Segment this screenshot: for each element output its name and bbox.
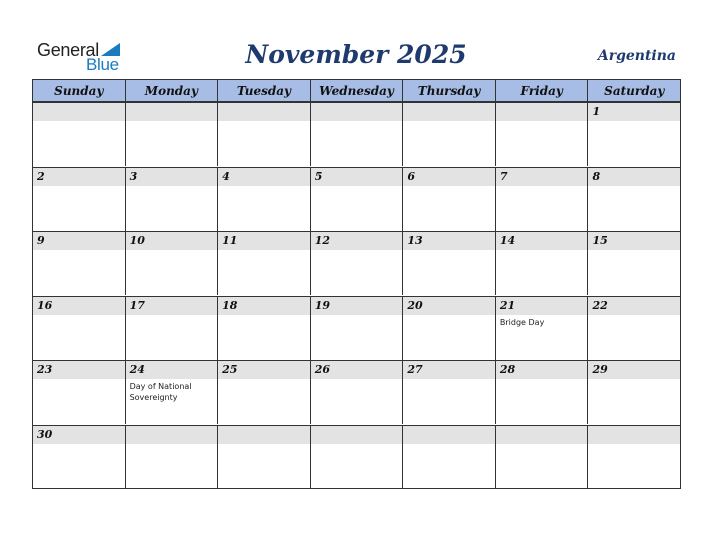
day-number: 8	[592, 170, 601, 183]
day-number: 21	[499, 299, 516, 312]
day-cell	[402, 232, 495, 295]
day-number: 7	[499, 170, 508, 183]
day-cell	[33, 426, 125, 489]
day-number: 15	[592, 234, 608, 247]
day-cell	[33, 361, 125, 424]
day-cell	[495, 297, 588, 360]
date-band	[126, 168, 218, 186]
day-cell	[310, 168, 403, 231]
day-cell	[587, 426, 680, 489]
holiday-label: Bridge Day	[499, 318, 545, 327]
weekday-tuesday: Tuesday	[217, 80, 310, 101]
weekday-monday: Monday	[125, 80, 218, 101]
date-band	[126, 426, 218, 444]
date-band	[311, 168, 403, 186]
day-cell	[125, 168, 218, 231]
day-cell	[402, 297, 495, 360]
day-cell	[495, 361, 588, 424]
date-band	[496, 426, 588, 444]
day-cell	[495, 168, 588, 231]
day-cell	[125, 103, 218, 166]
day-cell	[587, 361, 680, 424]
day-cell	[217, 103, 310, 166]
day-cell	[217, 361, 310, 424]
date-band	[218, 168, 310, 186]
week-row	[33, 296, 680, 360]
day-cell	[310, 232, 403, 295]
day-number: 11	[222, 234, 238, 247]
logo-general-text: General	[37, 40, 99, 60]
day-cell	[33, 232, 125, 295]
day-number: 29	[592, 363, 608, 376]
date-band	[218, 426, 310, 444]
day-number: 19	[314, 299, 331, 312]
day-cell	[310, 426, 403, 489]
week-row	[33, 167, 680, 231]
day-number: 24	[129, 363, 145, 376]
weekday-saturday: Saturday	[587, 80, 680, 101]
day-cell	[495, 103, 588, 166]
day-cell	[402, 426, 495, 489]
date-band	[311, 103, 403, 121]
day-cell	[33, 168, 125, 231]
day-number: 20	[407, 299, 423, 312]
day-number: 22	[592, 299, 608, 312]
day-cell	[125, 232, 218, 295]
day-number: 18	[222, 299, 238, 312]
day-cell	[125, 361, 218, 424]
country-label: Argentina	[597, 48, 676, 64]
day-number: 16	[37, 299, 53, 312]
date-band	[33, 232, 125, 250]
day-number: 6	[407, 170, 415, 183]
day-number: 2	[37, 170, 45, 183]
date-band	[403, 103, 495, 121]
holiday-label: Day of National Sovereignty	[129, 382, 192, 402]
week-row	[33, 102, 680, 166]
day-cell	[310, 297, 403, 360]
week-row	[33, 425, 680, 489]
day-number: 1	[592, 105, 601, 118]
day-number: 23	[37, 363, 53, 376]
day-cell	[33, 297, 125, 360]
day-number: 3	[129, 170, 138, 183]
day-number: 9	[37, 234, 45, 247]
date-band	[311, 426, 403, 444]
date-band	[496, 103, 588, 121]
date-band	[33, 168, 125, 186]
day-cell	[217, 168, 310, 231]
week-row	[33, 360, 680, 424]
weekday-thursday: Thursday	[402, 80, 495, 101]
day-cell	[587, 168, 680, 231]
date-band	[588, 103, 680, 121]
day-cell	[587, 103, 680, 166]
page-title: November 2025	[245, 40, 467, 69]
date-band	[588, 426, 680, 444]
calendar-grid	[32, 79, 681, 489]
day-cell	[402, 168, 495, 231]
date-band	[588, 168, 680, 186]
day-number: 30	[37, 428, 53, 441]
day-number: 28	[499, 363, 516, 376]
day-cell	[33, 103, 125, 166]
day-cell	[217, 297, 310, 360]
day-cell	[402, 103, 495, 166]
weekday-friday: Friday	[495, 80, 588, 101]
day-cell	[310, 361, 403, 424]
day-cell	[125, 426, 218, 489]
weekday-header-row	[33, 80, 680, 102]
day-cell	[587, 232, 680, 295]
day-number: 27	[407, 363, 423, 376]
day-number: 13	[407, 234, 423, 247]
week-row	[33, 231, 680, 295]
logo-blue-text: Blue	[86, 55, 119, 74]
day-number: 25	[222, 363, 238, 376]
day-number: 12	[314, 234, 331, 247]
weekday-sunday: Sunday	[54, 84, 104, 98]
date-band	[218, 103, 310, 121]
day-cell	[402, 361, 495, 424]
date-band	[403, 426, 495, 444]
day-number: 5	[314, 170, 323, 183]
day-cell	[125, 297, 218, 360]
day-number: 26	[314, 363, 331, 376]
day-cell	[310, 103, 403, 166]
day-cell	[217, 232, 310, 295]
day-cell	[587, 297, 680, 360]
day-number: 10	[129, 234, 145, 247]
day-number: 17	[129, 299, 145, 312]
day-number: 4	[222, 170, 230, 183]
weekday-wednesday: Wednesday	[310, 80, 403, 101]
day-cell	[495, 426, 588, 489]
date-band	[126, 103, 218, 121]
date-band	[403, 168, 495, 186]
day-number: 14	[499, 234, 516, 247]
date-band	[496, 168, 588, 186]
day-cell	[495, 232, 588, 295]
day-cell	[217, 426, 310, 489]
date-band	[33, 103, 125, 121]
